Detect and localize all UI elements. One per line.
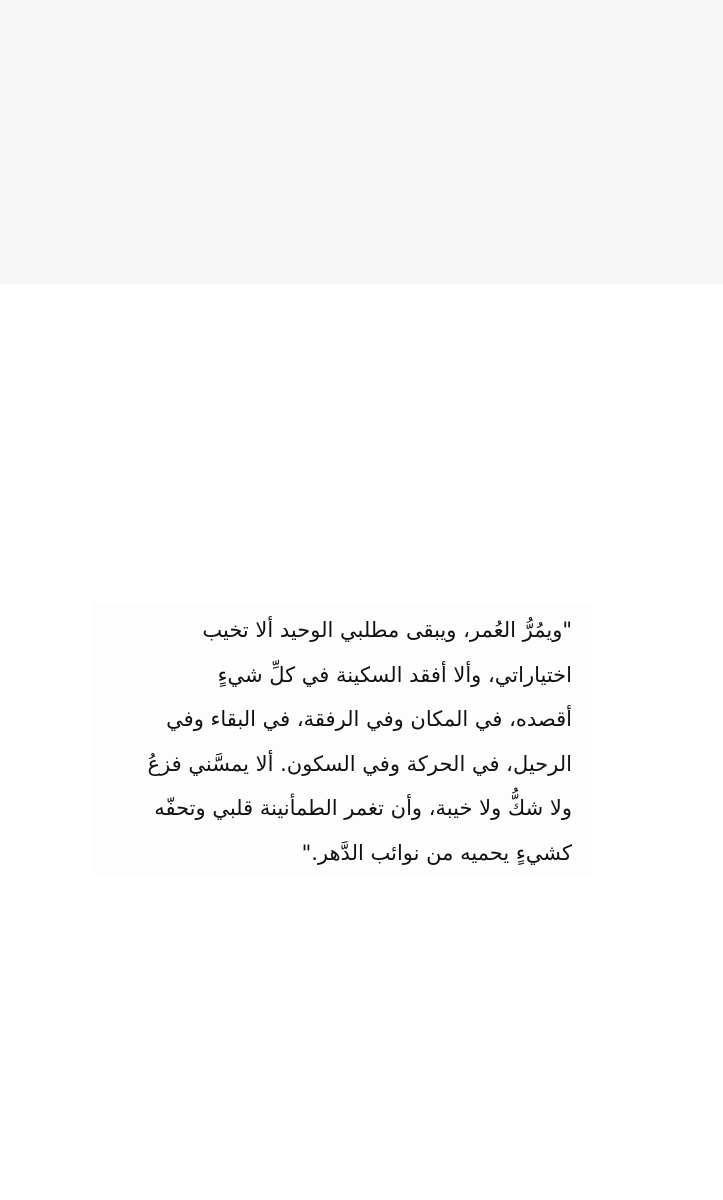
quote-line-2: اختياراتي، وألا أفقد السكينة في كلِّ شيءٍ xyxy=(217,662,572,687)
quote-line-6: كشيءٍ يحميه من نوائب الدَّهر." xyxy=(301,840,572,865)
quote-line-1: "ويمُرُّ العُمر، ويبقى مطلبي الوحيد ألا تخيب xyxy=(202,618,572,642)
top-background-band xyxy=(0,0,723,284)
quote-line-5: ولا شكُّ ولا خيبة، وأن تغمر الطمأنينة قلبي وتحفّه xyxy=(154,796,572,820)
quote-line-3: أقصده، في المكان وفي الرفقة، في البقاء وفي xyxy=(166,707,572,731)
quote-line-4: الرحيل، في الحركة وفي السكون. ألا يمسَّني فزعُ xyxy=(147,751,572,776)
quote-text xyxy=(99,608,572,875)
quote-card xyxy=(93,602,592,874)
